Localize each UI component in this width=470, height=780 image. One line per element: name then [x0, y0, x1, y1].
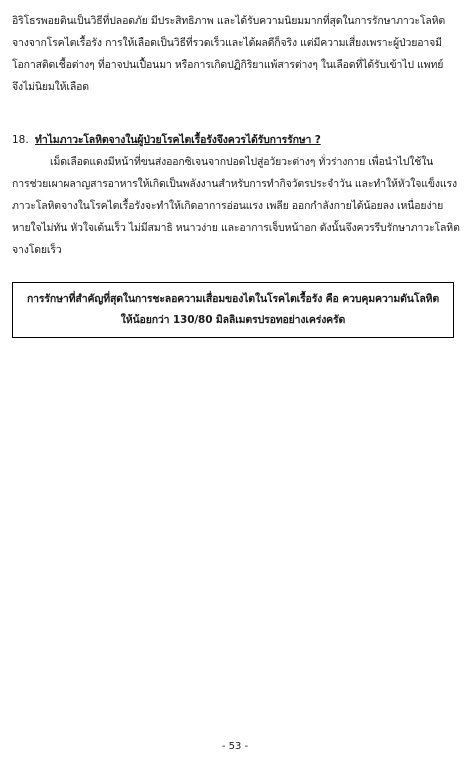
- intro-line-2: จางจากโรคไตเรื้อรัง การให้เลือดเป็นวิธีที่รวดเร็วและได้ผลดีก็จริง แต่มีความเสี่ยงเพราะผู้ป่วยอาจมี: [12, 37, 442, 49]
- highlight-line-2: ให้น้อยกว่า 130/80 มิลลิเมตรปรอทอย่างเคร่งครัด: [120, 314, 346, 326]
- highlight-box: [12, 282, 454, 338]
- question-number: 18.: [12, 134, 29, 146]
- question-title: ทำไมภาวะโลหิตจางในผู้ป่วยโรคไตเรื้อรังจึงควรได้รับการรักษา ?: [35, 134, 321, 146]
- intro-line-4: จึงไม่นิยมให้เลือด: [12, 81, 89, 93]
- intro-line-3: โอกาสติดเชื้อต่างๆ ที่อาจปนเปื้อนมา หรือการเกิดปฏิกิริยาแพ้สารต่างๆ ในเลือดที่ได้รับเข้าไป แพทย์: [12, 59, 444, 71]
- answer-line-2: การช่วยเผาผลาญสารอาหารให้เกิดเป็นพลังงานสำหรับการทำกิจวัตรประจำวัน และทำให้หัวใจแข็งแรง: [12, 178, 457, 190]
- page-number: - 53 -: [221, 741, 249, 752]
- answer-line-5: จางโดยเร็ว: [12, 244, 62, 256]
- answer-line-3: ภาวะโลหิตจางในโรคไตเรื้อรังจะทำให้เกิดอาการอ่อนแรง เพลีย ออกกำลังกายได้น้อยลง เหนื่อยง่าย: [12, 200, 444, 212]
- answer-line-4: หายใจไม่ทัน หัวใจเต้นเร็ว ไม่มีสมาธิ หนาวง่าย และอาการเจ็บหน้าอก ดังนั้นจึงควรรีบรักษาภาวะโลหิต: [12, 222, 460, 234]
- intro-line-1: อิริโธรพอยติน​เป็นวิธีที่ปลอดภัย มีประสิทธิภาพ และได้รับความนิยมมากที่สุดในการรักษาภาวะโลหิต: [12, 15, 446, 27]
- highlight-line-1: การรักษาที่สำคัญที่สุดในการชะลอความเสื่อมของไตในโรคไตเรื้อรัง คือ ควบคุมความดันโลหิต: [26, 293, 440, 305]
- answer-line-1: เม็ดเลือดแดงมีหน้าที่ขนส่งออกซิเจนจากปอดไปสู่อวัยวะต่างๆ ทั่วร่างกาย เพื่อนำไปใช้ใน: [50, 156, 434, 168]
